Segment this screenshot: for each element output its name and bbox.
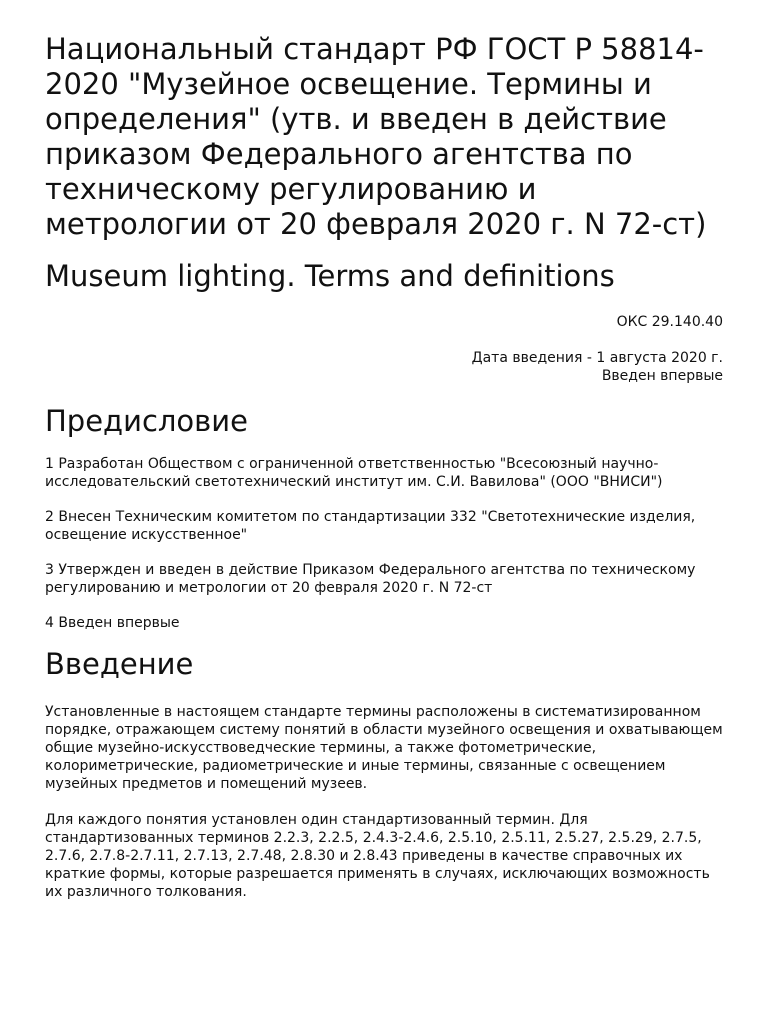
foreword-item-1: 1 Разработан Обществом с ограниченной ответственностью "Всесоюзный научно-исследовательский светотехнический институт им. С.И. Вавилова" (ООО "ВНИСИ")	[45, 456, 663, 490]
document-title: Национальный стандарт РФ ГОСТ Р 58814-2020 "Музейное освещение. Термины и определения" (утв. и введен в действие приказом Федерального агентства по техническому регулированию и метрологии от 20 февраля 2020 г. N 72-ст)	[45, 32, 707, 241]
foreword-heading: Предисловие	[45, 404, 248, 438]
date-of-introduction: Дата введения - 1 августа 2020 г.	[471, 350, 723, 366]
introduction-paragraph-1: Установленные в настоящем стандарте термины расположены в систематизированном порядке, отражающем систему понятий в области музейного освещения и охватывающем общие музейно-искусствоведческие термины, а также фотометрические, колориметрические, радиометрические и иные термины, связанные с освещением музейных предметов и помещений музеев.	[45, 704, 723, 792]
introduction-paragraph-2: Для каждого понятия установлен один стандартизованный термин. Для стандартизованных терминов 2.2.3, 2.2.5, 2.4.3-2.4.6, 2.5.10, 2.5.11, 2.5.27, 2.5.29, 2.7.5, 2.7.6, 2.7.8-2.7.11, 2.7.13, 2.7.48, 2.8.30 и 2.8.43 приведены в качестве справочных их краткие формы, которые разрешается применять в случаях, исключающих возможность их различного толкования.	[45, 812, 710, 900]
document-subtitle: Museum lighting. Terms and definitions	[45, 259, 615, 293]
introduced-first-note: Введен впервые	[601, 368, 723, 384]
foreword-item-3: 3 Утвержден и введен в действие Приказом Федерального агентства по техническому регулированию и метрологии от 20 февраля 2020 г. N 72-ст	[45, 562, 696, 596]
foreword-item-4: 4 Введен впервые	[45, 615, 180, 631]
introduction-section	[45, 646, 723, 901]
foreword-item-2: 2 Внесен Техническим комитетом по стандартизации 332 "Светотехнические изделия, освещение искусственное"	[45, 509, 696, 543]
introduction-heading: Введение	[45, 647, 194, 681]
oks-code: ОКС 29.140.40	[616, 314, 723, 330]
foreword-section	[45, 403, 723, 632]
